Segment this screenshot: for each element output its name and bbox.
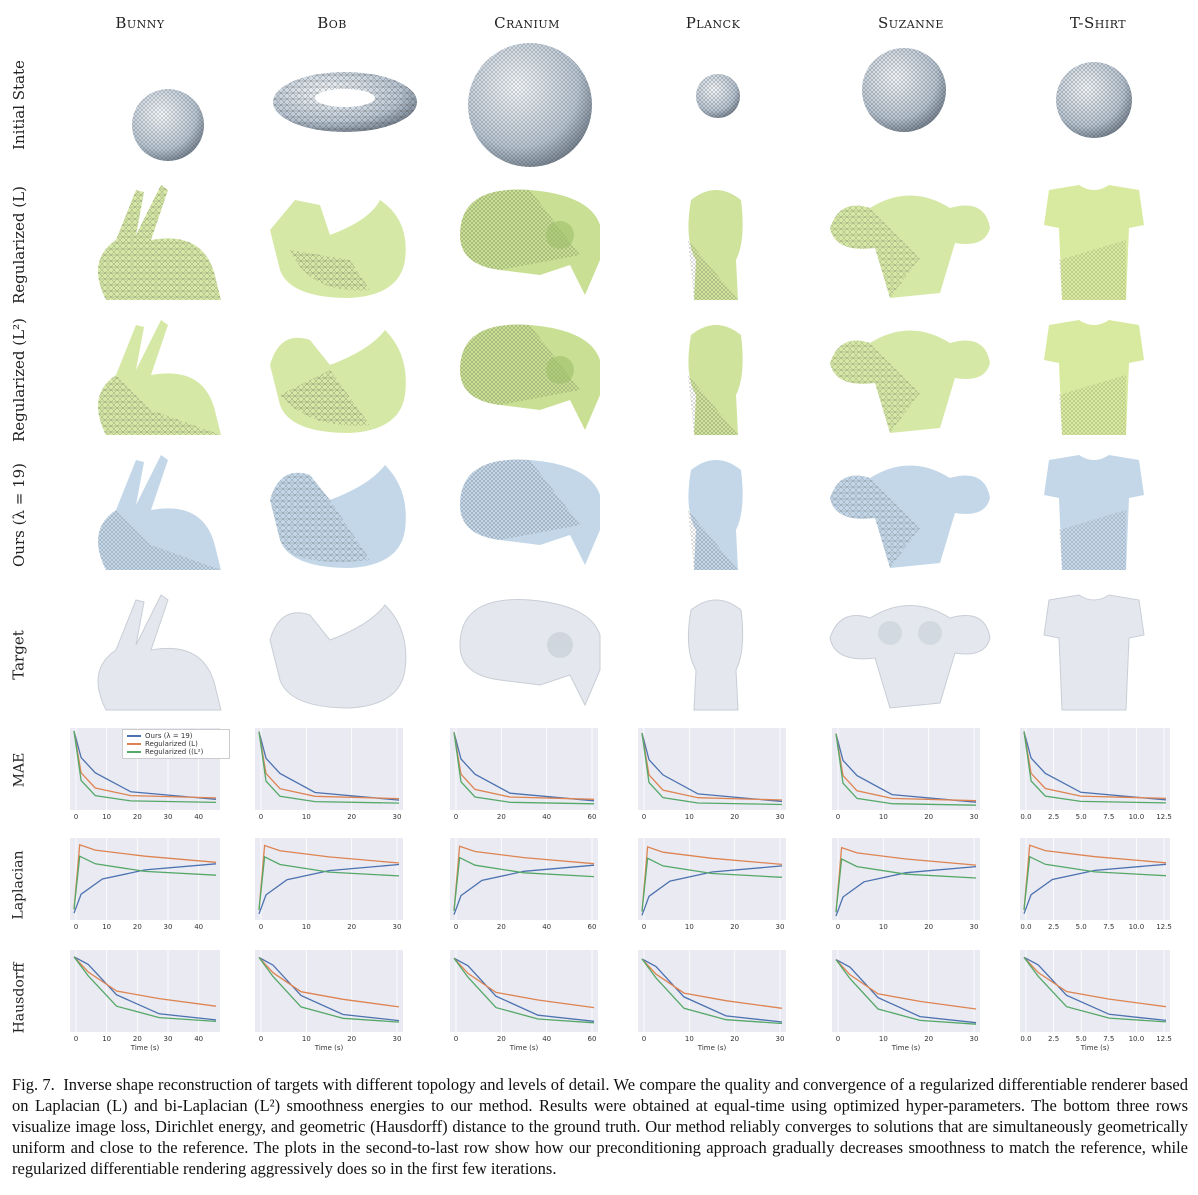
reg-l2-bob	[250, 315, 430, 445]
x-tick-label: 10	[301, 1035, 311, 1043]
x-axis-label: Time (s)	[697, 1044, 727, 1052]
row-label-reg-l2: Regularized (L²)	[10, 318, 29, 442]
x-tick-label: 40	[194, 923, 204, 931]
plot-background	[832, 838, 980, 920]
x-tick-label: 60	[587, 1035, 597, 1043]
plot-hausdorff-suzanne	[832, 950, 980, 1052]
initial-bunny	[76, 60, 256, 190]
plot-laplacian-bunny	[70, 838, 220, 931]
plot-background	[255, 950, 403, 1032]
x-axis-label: Time (s)	[509, 1044, 539, 1052]
x-tick-label: 40	[194, 813, 204, 821]
reg-l-cranium	[440, 175, 620, 305]
x-tick-label: 7.5	[1103, 923, 1115, 931]
target-bob	[250, 590, 430, 720]
x-tick-label: 10	[878, 1035, 888, 1043]
row-label-target: Target	[10, 630, 28, 680]
x-tick-label: 10	[102, 813, 112, 821]
reg-l2-suzanne	[820, 313, 1000, 443]
x-tick-label: 12.5	[1156, 923, 1172, 931]
plot-background	[832, 950, 980, 1032]
caption-label: Fig. 7.	[12, 1075, 55, 1094]
x-tick-label: 0	[73, 923, 79, 931]
x-tick-label: 20	[132, 923, 142, 931]
plot-laplacian-bob	[255, 838, 403, 931]
x-tick-label: 0.0	[1020, 1035, 1032, 1043]
x-tick-label: 30	[775, 923, 785, 931]
x-tick-label: 7.5	[1103, 813, 1115, 821]
x-tick-label: 60	[587, 923, 597, 931]
plot-hausdorff-t-shirt	[1020, 950, 1172, 1052]
target-bunny	[66, 590, 246, 720]
x-tick-label: 30	[163, 1035, 173, 1043]
x-tick-label: 30	[775, 813, 785, 821]
x-tick-label: 12.5	[1156, 1035, 1172, 1043]
x-tick-label: 20	[496, 813, 506, 821]
x-tick-label: 10	[684, 923, 694, 931]
column-header-tshirt: T-Shirt	[1069, 14, 1127, 32]
x-tick-label: 0.0	[1020, 923, 1032, 931]
x-tick-label: 0	[258, 813, 264, 821]
row-label-initial: Initial State	[10, 60, 28, 150]
column-header-planck: Planck	[685, 14, 741, 32]
x-tick-label: 30	[392, 1035, 402, 1043]
x-tick-label: 0	[641, 813, 647, 821]
plot-background	[638, 838, 786, 920]
plot-laplacian-t-shirt	[1020, 838, 1172, 931]
x-tick-label: 5.0	[1075, 923, 1087, 931]
x-tick-label: 30	[163, 923, 173, 931]
initial-suzanne	[812, 40, 992, 170]
x-tick-label: 0	[258, 923, 264, 931]
plot-label-hausdorff: Hausdorff	[11, 962, 28, 1034]
x-tick-label: 20	[730, 813, 740, 821]
legend-ours: Ours (λ = 19)	[127, 732, 225, 740]
x-tick-label: 2.5	[1048, 1035, 1060, 1043]
plot-mae-t-shirt	[1020, 728, 1172, 821]
plot-background	[832, 728, 980, 810]
x-axis-label: Time (s)	[1080, 1044, 1110, 1052]
figure-caption	[12, 1074, 1188, 1179]
x-tick-label: 10	[301, 923, 311, 931]
x-tick-label: 60	[587, 813, 597, 821]
plot-mae-planck	[638, 728, 786, 821]
x-tick-label: 20	[730, 1035, 740, 1043]
target-suzanne	[820, 588, 1000, 718]
x-axis-label: Time (s)	[891, 1044, 921, 1052]
ours-tshirt	[1004, 450, 1184, 580]
reg-l2-planck	[626, 315, 806, 445]
ours-bob	[250, 450, 430, 580]
x-tick-label: 12.5	[1156, 813, 1172, 821]
target-tshirt	[1004, 590, 1184, 720]
x-tick-label: 10.0	[1128, 813, 1145, 821]
x-tick-label: 30	[392, 813, 402, 821]
legend	[122, 729, 230, 759]
x-tick-label: 10	[878, 923, 888, 931]
x-tick-label: 0	[73, 1035, 79, 1043]
x-tick-label: 20	[347, 923, 357, 931]
x-tick-label: 0.0	[1020, 813, 1032, 821]
x-tick-label: 2.5	[1048, 923, 1060, 931]
x-tick-label: 20	[496, 923, 506, 931]
x-tick-label: 20	[730, 923, 740, 931]
x-tick-label: 2.5	[1048, 813, 1060, 821]
x-tick-label: 20	[924, 923, 934, 931]
x-tick-label: 0	[453, 1035, 459, 1043]
x-tick-label: 30	[392, 923, 402, 931]
x-tick-label: 20	[132, 1035, 142, 1043]
x-tick-label: 10.0	[1128, 923, 1145, 931]
x-tick-label: 0	[835, 1035, 841, 1043]
row-label-reg-l: Regularized (L)	[10, 186, 28, 304]
reg-l-tshirt	[1004, 180, 1184, 310]
target-cranium	[440, 585, 620, 715]
legend-reg-l2: Regularized ((L²)	[127, 748, 225, 756]
column-header-bunny: Bunny	[115, 14, 165, 32]
x-tick-label: 20	[924, 813, 934, 821]
column-header-cranium: Cranium	[494, 14, 560, 32]
target-planck	[626, 590, 806, 720]
x-tick-label: 0	[835, 813, 841, 821]
x-tick-label: 0	[73, 813, 79, 821]
x-tick-label: 0	[835, 923, 841, 931]
x-tick-label: 40	[542, 1035, 552, 1043]
x-tick-label: 30	[969, 923, 979, 931]
plot-laplacian-cranium	[450, 838, 598, 931]
x-tick-label: 30	[775, 1035, 785, 1043]
reg-l-planck	[626, 180, 806, 310]
caption-text: Inverse shape reconstruction of targets with different topology and levels of detail. We compare the quality and convergence of a regularized differentiable renderer based on Laplacian (L) and bi-Laplacian (L²) smoothness energies to our method. Results were obtained at equal-time using optimized hyper-parameters. The bottom three rows visualize image loss, Dirichlet energy, and geometric (Hausdorff) distance to the ground truth. Our method reliably converges to solutions that are simultaneously geometrically uniform and close to the reference. The plots in the second-to-last row show how our preconditioning approach gradually decreases smoothness to match the reference, while regularized differentiable rendering aggressively does so in the first few iterations.	[12, 1075, 1188, 1178]
plot-hausdorff-cranium	[450, 950, 598, 1052]
x-tick-label: 20	[347, 813, 357, 821]
x-tick-label: 0	[453, 813, 459, 821]
initial-cranium	[440, 40, 620, 170]
plot-mae-bob	[255, 728, 403, 821]
x-tick-label: 20	[924, 1035, 934, 1043]
plot-mae-cranium	[450, 728, 598, 821]
initial-planck	[628, 60, 808, 190]
x-tick-label: 10	[878, 813, 888, 821]
ours-bunny	[66, 450, 246, 580]
x-tick-label: 40	[542, 923, 552, 931]
x-axis-label: Time (s)	[130, 1044, 160, 1052]
x-axis-label: Time (s)	[314, 1044, 344, 1052]
ours-planck	[626, 450, 806, 580]
x-tick-label: 0	[258, 1035, 264, 1043]
column-header-suzanne: Suzanne	[878, 14, 944, 32]
legend-reg-l: Regularized (L)	[127, 740, 225, 748]
x-tick-label: 5.0	[1075, 1035, 1087, 1043]
x-tick-label: 0	[641, 1035, 647, 1043]
x-tick-label: 30	[969, 813, 979, 821]
reg-l2-cranium	[440, 310, 620, 440]
column-header-bob: Bob	[317, 14, 347, 32]
x-tick-label: 30	[969, 1035, 979, 1043]
x-tick-label: 40	[542, 813, 552, 821]
x-tick-label: 20	[132, 813, 142, 821]
reg-l2-bunny	[66, 315, 246, 445]
x-tick-label: 10	[684, 813, 694, 821]
ours-cranium	[440, 445, 620, 575]
ours-suzanne	[820, 448, 1000, 578]
reg-l-bunny	[66, 180, 246, 310]
plot-laplacian-planck	[638, 838, 786, 931]
row-label-ours: Ours (λ = 19)	[10, 463, 28, 567]
plot-background	[70, 838, 220, 920]
plot-hausdorff-planck	[638, 950, 786, 1052]
plot-label-laplacian: Laplacian	[11, 850, 27, 920]
x-tick-label: 40	[194, 1035, 204, 1043]
x-tick-label: 30	[163, 813, 173, 821]
x-tick-label: 10	[301, 813, 311, 821]
reg-l-bob	[250, 180, 430, 310]
x-tick-label: 0	[641, 923, 647, 931]
x-tick-label: 5.0	[1075, 813, 1087, 821]
x-tick-label: 10.0	[1128, 1035, 1145, 1043]
x-tick-label: 0	[453, 923, 459, 931]
plot-label-mae: MAE	[11, 752, 28, 788]
initial-tshirt	[1004, 50, 1184, 180]
plot-background	[1020, 950, 1170, 1032]
reg-l2-tshirt	[1004, 315, 1184, 445]
x-tick-label: 20	[347, 1035, 357, 1043]
x-tick-label: 10	[684, 1035, 694, 1043]
plot-laplacian-suzanne	[832, 838, 980, 931]
reg-l-suzanne	[820, 178, 1000, 308]
x-tick-label: 10	[102, 923, 112, 931]
plot-mae-suzanne	[832, 728, 980, 821]
x-tick-label: 7.5	[1103, 1035, 1115, 1043]
x-tick-label: 20	[496, 1035, 506, 1043]
x-tick-label: 10	[102, 1035, 112, 1043]
initial-bob	[260, 60, 440, 190]
plot-hausdorff-bob	[255, 950, 403, 1052]
plot-hausdorff-bunny	[70, 950, 220, 1052]
